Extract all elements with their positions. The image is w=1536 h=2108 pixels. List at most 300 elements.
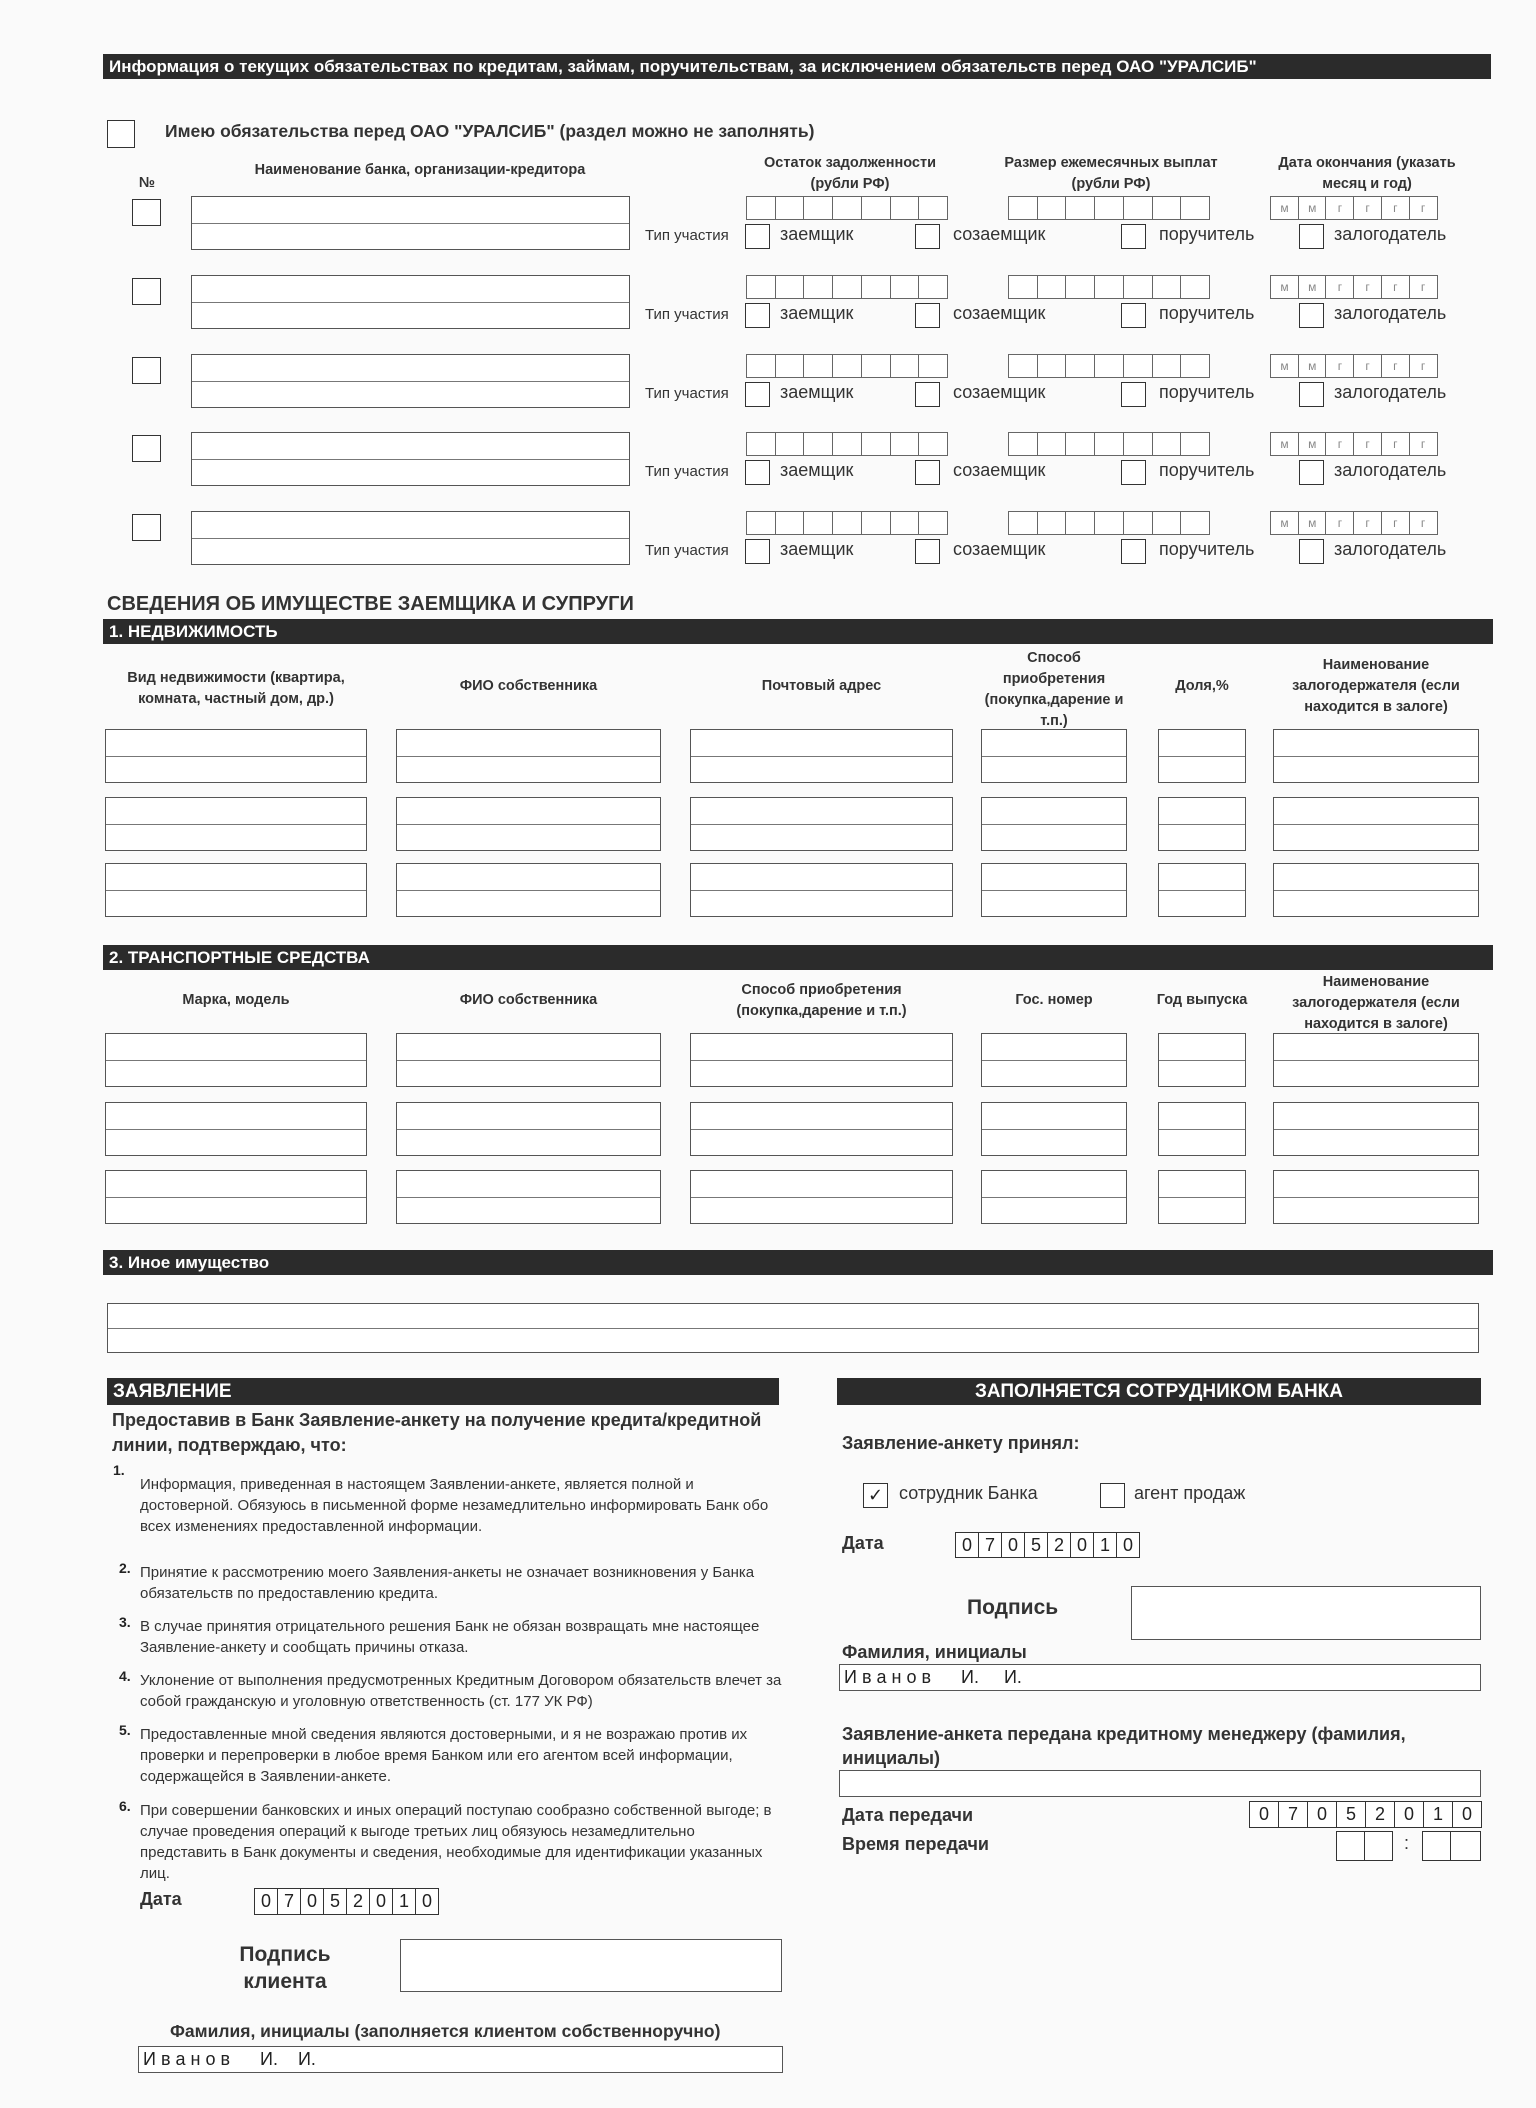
obligation-row-1-borrower-label: заемщик [780, 224, 854, 244]
realty-row-1-col-3-field[interactable] [690, 729, 953, 783]
time-minute-cell-1[interactable] [1422, 1831, 1451, 1861]
digit-cell[interactable] [1094, 275, 1124, 299]
date-cell[interactable]: г [1353, 196, 1382, 220]
date-cell[interactable]: м [1298, 432, 1327, 456]
obligation-row-1-debt-cells[interactable] [746, 196, 948, 220]
obligation-row-2-guarantor-label: поручитель [1159, 303, 1255, 323]
obligation-row-1-checkbox[interactable] [132, 199, 161, 226]
obligation-row-1-borrower-checkbox[interactable] [745, 224, 770, 249]
statement-date-digit-3[interactable]: 0 [300, 1888, 324, 1915]
digit-cell[interactable] [746, 432, 776, 456]
statement-item-5-num: 5. [119, 1722, 131, 1738]
realty-row-3-col-4-field[interactable] [981, 863, 1127, 917]
digit-cell[interactable] [918, 432, 948, 456]
obligation-row-2-bank-field[interactable] [191, 275, 630, 329]
vehicle-row-1-col-4-field[interactable] [981, 1033, 1127, 1087]
obligation-row-5-coborrower-checkbox[interactable] [915, 539, 940, 564]
statement-item-2-text: Принятие к рассмотрению моего Заявления-анкеты не означает возникновения у Банка обязательств по предоставлению кредита. [140, 1564, 755, 1602]
digit-cell[interactable] [1180, 432, 1210, 456]
obligation-row-1-monthly-cells[interactable] [1008, 196, 1210, 220]
obligation-row-2-checkbox[interactable] [132, 278, 161, 305]
statement-date-digit-8[interactable]: 0 [415, 1888, 439, 1915]
digit-cell[interactable] [1180, 196, 1210, 220]
vehicle-row-2-col-3-field[interactable] [690, 1102, 953, 1156]
vehicle-row-1-col-5-field[interactable] [1158, 1033, 1246, 1087]
field-divider [1274, 1060, 1478, 1061]
obligation-row-2-coborrower-checkbox[interactable] [915, 303, 940, 328]
obligation-row-4-pledger-checkbox[interactable] [1299, 460, 1324, 485]
statement-date-digit-5[interactable]: 2 [346, 1888, 370, 1915]
digit-cell[interactable] [861, 432, 891, 456]
digit-cell[interactable] [803, 432, 833, 456]
obligation-row-5-pledger-checkbox[interactable] [1299, 539, 1324, 564]
obligation-row-3-coborrower-checkbox[interactable] [915, 382, 940, 407]
col-debt-header: Остаток задолженности (рубли РФ) [764, 155, 936, 192]
transfer-time-label: Время передачи [842, 1834, 989, 1854]
obligation-row-3-bank-field[interactable] [191, 354, 630, 408]
statement-date-digit-4[interactable]: 5 [323, 1888, 347, 1915]
obligations-header: Информация о текущих обязательствах по кредитам, займам, поручительствам, за исключением обязательств перед ОАО "УРАЛСИБ" [103, 54, 1491, 79]
bank-date-digit-3[interactable]: 0 [1001, 1532, 1025, 1558]
date-cell[interactable]: г [1353, 511, 1382, 535]
digit-cell[interactable] [1065, 432, 1095, 456]
digit-cell[interactable] [861, 354, 891, 378]
date-cell[interactable]: м [1298, 511, 1327, 535]
transfer-date-digit-3[interactable]: 0 [1307, 1801, 1337, 1828]
digit-cell[interactable] [1180, 275, 1210, 299]
obligation-row-2-enddate-cells[interactable] [1270, 275, 1438, 299]
vehicle-col-header-2: ФИО собственника [459, 992, 598, 1008]
field-divider [1274, 756, 1478, 757]
digit-cell[interactable] [1152, 354, 1182, 378]
client-name-field[interactable]: И в а н о в И. И. [138, 2046, 783, 2073]
obligation-row-1-participation-label: Тип участия [645, 227, 729, 244]
digit-cell[interactable] [775, 432, 805, 456]
obligation-row-2-pledger-checkbox[interactable] [1299, 303, 1324, 328]
digit-cell[interactable] [775, 511, 805, 535]
statement-date-digit-6[interactable]: 0 [369, 1888, 393, 1915]
bank-name-field[interactable]: И в а н о в И. И. [839, 1664, 1481, 1691]
obligation-row-2-participation-label: Тип участия [645, 306, 729, 323]
digit-cell[interactable] [746, 196, 776, 220]
credit-manager-field[interactable] [839, 1770, 1481, 1797]
vehicle-row-3-col-1-field[interactable] [105, 1170, 367, 1224]
transfer-date-digit-7[interactable]: 1 [1423, 1801, 1453, 1828]
field-divider [982, 756, 1126, 757]
digit-cell[interactable] [1094, 511, 1124, 535]
field-divider [106, 824, 366, 825]
realty-row-2-col-2-field[interactable] [396, 797, 661, 851]
digit-cell[interactable] [1152, 275, 1182, 299]
statement-item-3-text: В случае принятия отрицательного решения Банк не обязан возвращать мне настоящее Заявление-анкету и сообщать причины отказа. [140, 1618, 760, 1656]
obligation-row-2-borrower-label: заемщик [780, 303, 854, 323]
date-cell[interactable]: г [1409, 275, 1438, 299]
obligation-row-2-borrower-checkbox[interactable] [745, 303, 770, 328]
digit-cell[interactable] [832, 196, 862, 220]
obligation-row-1-guarantor-checkbox[interactable] [1121, 224, 1146, 249]
field-divider [982, 1197, 1126, 1198]
obligation-row-2-debt-cells[interactable] [746, 275, 948, 299]
bank-date-digit-6[interactable]: 0 [1070, 1532, 1094, 1558]
obligation-row-4-enddate-cells[interactable] [1270, 432, 1438, 456]
obligation-row-3-debt-cells[interactable] [746, 354, 948, 378]
digit-cell[interactable] [746, 511, 776, 535]
vehicle-row-1-col-6-field[interactable] [1273, 1033, 1479, 1087]
digit-cell[interactable] [1094, 432, 1124, 456]
digit-cell[interactable] [832, 432, 862, 456]
obligation-row-3-guarantor-checkbox[interactable] [1121, 382, 1146, 407]
statement-item-6-num: 6. [119, 1798, 131, 1814]
digit-cell[interactable] [1065, 354, 1095, 378]
obligation-row-4-borrower-label: заемщик [780, 460, 854, 480]
obligation-row-4-monthly-cells[interactable] [1008, 432, 1210, 456]
agent-checkbox[interactable] [1100, 1483, 1125, 1508]
property-title: СВЕДЕНИЯ ОБ ИМУЩЕСТВЕ ЗАЕМЩИКА И СУПРУГИ [107, 593, 634, 615]
obligation-row-3-pledger-label: залогодатель [1334, 382, 1447, 402]
digit-cell[interactable] [803, 354, 833, 378]
digit-cell[interactable] [1123, 354, 1153, 378]
bank-name-label: Фамилия, инициалы [842, 1642, 1027, 1662]
digit-cell[interactable] [1065, 511, 1095, 535]
obligation-row-4-guarantor-label: поручитель [1159, 460, 1255, 480]
digit-cell[interactable] [803, 196, 833, 220]
transfer-date-digit-6[interactable]: 0 [1394, 1801, 1424, 1828]
transfer-date-digit-8[interactable]: 0 [1452, 1801, 1482, 1828]
realty-row-2-col-5-field[interactable] [1158, 797, 1246, 851]
digit-cell[interactable] [1037, 432, 1067, 456]
realty-col-header-3: Почтовый адрес [761, 678, 882, 694]
date-cell[interactable]: г [1409, 354, 1438, 378]
digit-cell[interactable] [918, 196, 948, 220]
vehicle-row-3-col-2-field[interactable] [396, 1170, 661, 1224]
digit-cell[interactable] [1180, 354, 1210, 378]
field-divider [691, 1197, 952, 1198]
vehicle-row-2-col-4-field[interactable] [981, 1102, 1127, 1156]
date-cell[interactable]: г [1381, 354, 1410, 378]
digit-cell[interactable] [832, 275, 862, 299]
statement-header: ЗАЯВЛЕНИЕ [107, 1378, 779, 1405]
bank-date-digit-8[interactable]: 0 [1116, 1532, 1140, 1558]
col-enddate-header: Дата окончания (указать месяц и год) [1278, 155, 1456, 192]
obligation-row-2-monthly-cells[interactable] [1008, 275, 1210, 299]
digit-cell[interactable] [1008, 432, 1038, 456]
field-divider [691, 756, 952, 757]
digit-cell[interactable] [1065, 196, 1095, 220]
realty-col-header-1: Вид недвижимости (квартира, комната, частный дом, др.) [127, 670, 345, 707]
transfer-date-digit-4[interactable]: 5 [1336, 1801, 1366, 1828]
statement-item-1-text: Информация, приведенная в настоящем Заявлении-анкете, является полной и достоверной. Обязуюсь в письменной форме незамедлительно информировать Банк обо всех изменениях предоставленной информации. [140, 1476, 769, 1535]
statement-item-5-text: Предоставленные мной сведения являются достоверными, и я не возражаю против их проверки и перепроверки в любое время Банком или его агентом всей информации, содержащейся в Заявлении-анкете. [140, 1726, 748, 1785]
field-divider [397, 756, 660, 757]
field-divider [1274, 1197, 1478, 1198]
vehicle-col-header-6: Наименование залогодержателя (если находится в залоге) [1292, 974, 1460, 1032]
vehicle-row-1-col-3-field[interactable] [690, 1033, 953, 1087]
transfer-date-label: Дата передачи [842, 1805, 974, 1825]
date-cell[interactable]: г [1353, 432, 1382, 456]
field-divider [691, 890, 952, 891]
date-cell[interactable]: м [1270, 196, 1299, 220]
digit-cell[interactable] [1180, 511, 1210, 535]
time-separator: : [1404, 1833, 1410, 1853]
obligation-row-5-borrower-label: заемщик [780, 539, 854, 559]
obligation-row-1-enddate-cells[interactable] [1270, 196, 1438, 220]
statement-item-1-num: 1. [113, 1462, 125, 1478]
realty-row-3-col-2-field[interactable] [396, 863, 661, 917]
digit-cell[interactable] [1037, 354, 1067, 378]
field-divider [1159, 756, 1245, 757]
obligation-row-3-borrower-checkbox[interactable] [745, 382, 770, 407]
date-cell[interactable]: м [1298, 196, 1327, 220]
digit-cell[interactable] [890, 511, 920, 535]
obligation-row-3-checkbox[interactable] [132, 357, 161, 384]
date-cell[interactable]: г [1353, 275, 1382, 299]
field-divider [691, 824, 952, 825]
obligation-row-5-enddate-cells[interactable] [1270, 511, 1438, 535]
digit-cell[interactable] [918, 275, 948, 299]
realty-row-3-col-3-field[interactable] [690, 863, 953, 917]
digit-cell[interactable] [1094, 196, 1124, 220]
digit-cell[interactable] [746, 275, 776, 299]
date-cell[interactable]: г [1353, 354, 1382, 378]
field-divider [1274, 1129, 1478, 1130]
digit-cell[interactable] [775, 275, 805, 299]
realty-row-1-col-1-field[interactable] [105, 729, 367, 783]
realty-row-2-col-4-field[interactable] [981, 797, 1127, 851]
transfer-date-digit-1[interactable]: 0 [1249, 1801, 1279, 1828]
vehicle-row-3-col-5-field[interactable] [1158, 1170, 1246, 1224]
statement-item-6-text: При совершении банковских и иных операций поступаю сообразно собственной выгоде; в случае проведения операций к выгоде третьих лиц обязуюсь незамедлительно представить в Банк документы и сведения, необходимые для идентификации указанных лиц. [140, 1802, 772, 1882]
field-divider [397, 1197, 660, 1198]
digit-cell[interactable] [1123, 196, 1153, 220]
digit-cell[interactable] [1008, 196, 1038, 220]
realty-row-3-col-1-field[interactable] [105, 863, 367, 917]
vehicle-row-3-col-3-field[interactable] [690, 1170, 953, 1224]
date-cell[interactable]: г [1409, 196, 1438, 220]
digit-cell[interactable] [1123, 275, 1153, 299]
vehicle-col-header-4: Гос. номер [1015, 992, 1093, 1008]
obligation-row-1-pledger-label: залогодатель [1334, 224, 1447, 244]
realty-row-1-col-5-field[interactable] [1158, 729, 1246, 783]
digit-cell[interactable] [775, 196, 805, 220]
transfer-date-digit-5[interactable]: 2 [1365, 1801, 1395, 1828]
realty-row-3-col-5-field[interactable] [1158, 863, 1246, 917]
obligation-row-4-coborrower-label: созаемщик [953, 460, 1046, 480]
digit-cell[interactable] [1037, 275, 1067, 299]
obligation-row-1-pledger-checkbox[interactable] [1299, 224, 1324, 249]
digit-cell[interactable] [1065, 275, 1095, 299]
date-cell[interactable]: г [1381, 511, 1410, 535]
digit-cell[interactable] [1008, 354, 1038, 378]
field-divider [1274, 890, 1478, 891]
has-uralsib-checkbox[interactable] [107, 120, 135, 148]
vehicle-col-header-5: Год выпуска [1156, 992, 1248, 1008]
statement-date-digit-2[interactable]: 7 [277, 1888, 301, 1915]
obligation-row-4-checkbox[interactable] [132, 435, 161, 462]
obligation-row-4-coborrower-checkbox[interactable] [915, 460, 940, 485]
obligation-row-5-coborrower-label: созаемщик [953, 539, 1046, 559]
date-cell[interactable]: м [1298, 354, 1327, 378]
time-hour-cell-1[interactable] [1336, 1831, 1365, 1861]
field-divider [982, 890, 1126, 891]
obligation-row-1-coborrower-checkbox[interactable] [915, 224, 940, 249]
obligation-row-3-pledger-checkbox[interactable] [1299, 382, 1324, 407]
obligation-row-4-guarantor-checkbox[interactable] [1121, 460, 1146, 485]
realty-row-3-col-6-field[interactable] [1273, 863, 1479, 917]
field-divider [106, 890, 366, 891]
bank-header: ЗАПОЛНЯЕТСЯ СОТРУДНИКОМ БАНКА [837, 1378, 1481, 1405]
obligation-row-5-checkbox[interactable] [132, 514, 161, 541]
digit-cell[interactable] [832, 354, 862, 378]
bank-date-digit-7[interactable]: 1 [1093, 1532, 1117, 1558]
statement-date-label: Дата [140, 1889, 182, 1909]
vehicle-row-3-col-6-field[interactable] [1273, 1170, 1479, 1224]
obligation-row-5-participation-label: Тип участия [645, 542, 729, 559]
date-cell[interactable]: г [1325, 511, 1354, 535]
digit-cell[interactable] [861, 196, 891, 220]
other-property-header: 3. Иное имущество [103, 1250, 1493, 1275]
obligation-row-3-guarantor-label: поручитель [1159, 382, 1255, 402]
employee-checkbox[interactable] [863, 1483, 888, 1508]
digit-cell[interactable] [890, 275, 920, 299]
statement-date-digit-7[interactable]: 1 [392, 1888, 416, 1915]
obligation-row-3-monthly-cells[interactable] [1008, 354, 1210, 378]
realty-row-1-col-2-field[interactable] [396, 729, 661, 783]
realty-row-1-col-4-field[interactable] [981, 729, 1127, 783]
vehicle-row-3-col-4-field[interactable] [981, 1170, 1127, 1224]
digit-cell[interactable] [746, 354, 776, 378]
vehicle-row-2-col-5-field[interactable] [1158, 1102, 1246, 1156]
obligation-row-3-coborrower-label: созаемщик [953, 382, 1046, 402]
statement-item-4-text: Уклонение от выполнения предусмотренных Кредитным Договором обязательств влечет за собой гражданскую и уголовную ответственность (ст. 177 УК РФ) [140, 1672, 782, 1710]
date-cell[interactable]: г [1381, 275, 1410, 299]
time-minute-cell-2[interactable] [1450, 1831, 1481, 1861]
digit-cell[interactable] [1152, 511, 1182, 535]
digit-cell[interactable] [803, 275, 833, 299]
realty-header: 1. НЕДВИЖИМОСТЬ [103, 619, 1493, 644]
vehicle-row-2-col-1-field[interactable] [105, 1102, 367, 1156]
date-cell[interactable]: г [1325, 275, 1354, 299]
field-divider [192, 538, 629, 539]
date-cell[interactable]: г [1325, 354, 1354, 378]
transfer-date-digit-2[interactable]: 7 [1278, 1801, 1308, 1828]
digit-cell[interactable] [861, 511, 891, 535]
bank-date-digit-4[interactable]: 5 [1024, 1532, 1048, 1558]
digit-cell[interactable] [861, 275, 891, 299]
other-property-field[interactable] [107, 1303, 1479, 1353]
obligation-row-5-debt-cells[interactable] [746, 511, 948, 535]
field-divider [397, 1060, 660, 1061]
transferred-label: Заявление-анкета передана кредитному менеджеру (фамилия, инициалы) [842, 1724, 1406, 1768]
digit-cell[interactable] [775, 354, 805, 378]
digit-cell[interactable] [1037, 511, 1067, 535]
digit-cell[interactable] [1094, 354, 1124, 378]
realty-row-2-col-6-field[interactable] [1273, 797, 1479, 851]
field-divider [982, 1129, 1126, 1130]
obligation-row-4-bank-field[interactable] [191, 432, 630, 486]
digit-cell[interactable] [1152, 432, 1182, 456]
date-cell[interactable]: м [1270, 511, 1299, 535]
field-divider [106, 1129, 366, 1130]
field-divider [192, 459, 629, 460]
digit-cell[interactable] [918, 511, 948, 535]
digit-cell[interactable] [918, 354, 948, 378]
obligation-row-3-participation-label: Тип участия [645, 385, 729, 402]
obligation-row-5-borrower-checkbox[interactable] [745, 539, 770, 564]
obligation-row-5-bank-field[interactable] [191, 511, 630, 565]
obligation-row-2-guarantor-checkbox[interactable] [1121, 303, 1146, 328]
realty-row-1-col-6-field[interactable] [1273, 729, 1479, 783]
statement-item-3-num: 3. [119, 1614, 131, 1630]
obligation-row-1-bank-field[interactable] [191, 196, 630, 250]
vehicle-row-1-col-1-field[interactable] [105, 1033, 367, 1087]
digit-cell[interactable] [1123, 511, 1153, 535]
date-cell[interactable]: г [1381, 196, 1410, 220]
obligation-row-1-coborrower-label: созаемщик [953, 224, 1046, 244]
obligation-row-5-guarantor-checkbox[interactable] [1121, 539, 1146, 564]
realty-row-2-col-3-field[interactable] [690, 797, 953, 851]
vehicle-col-header-1: Марка, модель [182, 992, 290, 1008]
obligation-row-4-pledger-label: залогодатель [1334, 460, 1447, 480]
bank-date-digit-1[interactable]: 0 [955, 1532, 979, 1558]
vehicle-row-1-col-2-field[interactable] [396, 1033, 661, 1087]
date-cell[interactable]: г [1325, 432, 1354, 456]
bank-date-digit-2[interactable]: 7 [978, 1532, 1002, 1558]
obligation-row-5-monthly-cells[interactable] [1008, 511, 1210, 535]
obligation-row-4-debt-cells[interactable] [746, 432, 948, 456]
bank-signature-label: Подпись [967, 1596, 1059, 1619]
date-cell[interactable]: г [1409, 511, 1438, 535]
statement-date-digit-1[interactable]: 0 [254, 1888, 278, 1915]
date-cell[interactable]: м [1298, 275, 1327, 299]
digit-cell[interactable] [1152, 196, 1182, 220]
date-cell[interactable]: м [1270, 354, 1299, 378]
date-cell[interactable]: г [1325, 196, 1354, 220]
obligation-row-2-coborrower-label: созаемщик [953, 303, 1046, 323]
vehicle-row-2-col-6-field[interactable] [1273, 1102, 1479, 1156]
digit-cell[interactable] [890, 354, 920, 378]
col-monthly-header: Размер ежемесячных выплат (рубли РФ) [1004, 155, 1218, 192]
digit-cell[interactable] [1008, 511, 1038, 535]
date-cell[interactable]: м [1270, 432, 1299, 456]
obligation-row-1-guarantor-label: поручитель [1159, 224, 1255, 244]
digit-cell[interactable] [1123, 432, 1153, 456]
digit-cell[interactable] [890, 196, 920, 220]
field-divider [397, 890, 660, 891]
realty-row-2-col-1-field[interactable] [105, 797, 367, 851]
digit-cell[interactable] [832, 511, 862, 535]
field-divider [1159, 1129, 1245, 1130]
client-name-label: Фамилия, инициалы (заполняется клиентом собственноручно) [170, 2021, 721, 2041]
date-cell[interactable]: г [1409, 432, 1438, 456]
statement-item-4-num: 4. [119, 1668, 131, 1684]
digit-cell[interactable] [890, 432, 920, 456]
field-divider [397, 824, 660, 825]
digit-cell[interactable] [1037, 196, 1067, 220]
time-hour-cell-2[interactable] [1364, 1831, 1393, 1861]
bank-date-digit-5[interactable]: 2 [1047, 1532, 1071, 1558]
digit-cell[interactable] [803, 511, 833, 535]
col-bank-header: Наименование банка, организации-кредитора [254, 162, 586, 178]
vehicle-row-2-col-2-field[interactable] [396, 1102, 661, 1156]
realty-col-header-5: Доля,% [1175, 678, 1229, 694]
date-cell[interactable]: м [1270, 275, 1299, 299]
client-signature-box[interactable] [400, 1939, 782, 1992]
date-cell[interactable]: г [1381, 432, 1410, 456]
digit-cell[interactable] [1008, 275, 1038, 299]
obligation-row-4-borrower-checkbox[interactable] [745, 460, 770, 485]
obligation-row-3-enddate-cells[interactable] [1270, 354, 1438, 378]
bank-signature-box[interactable] [1131, 1586, 1481, 1640]
